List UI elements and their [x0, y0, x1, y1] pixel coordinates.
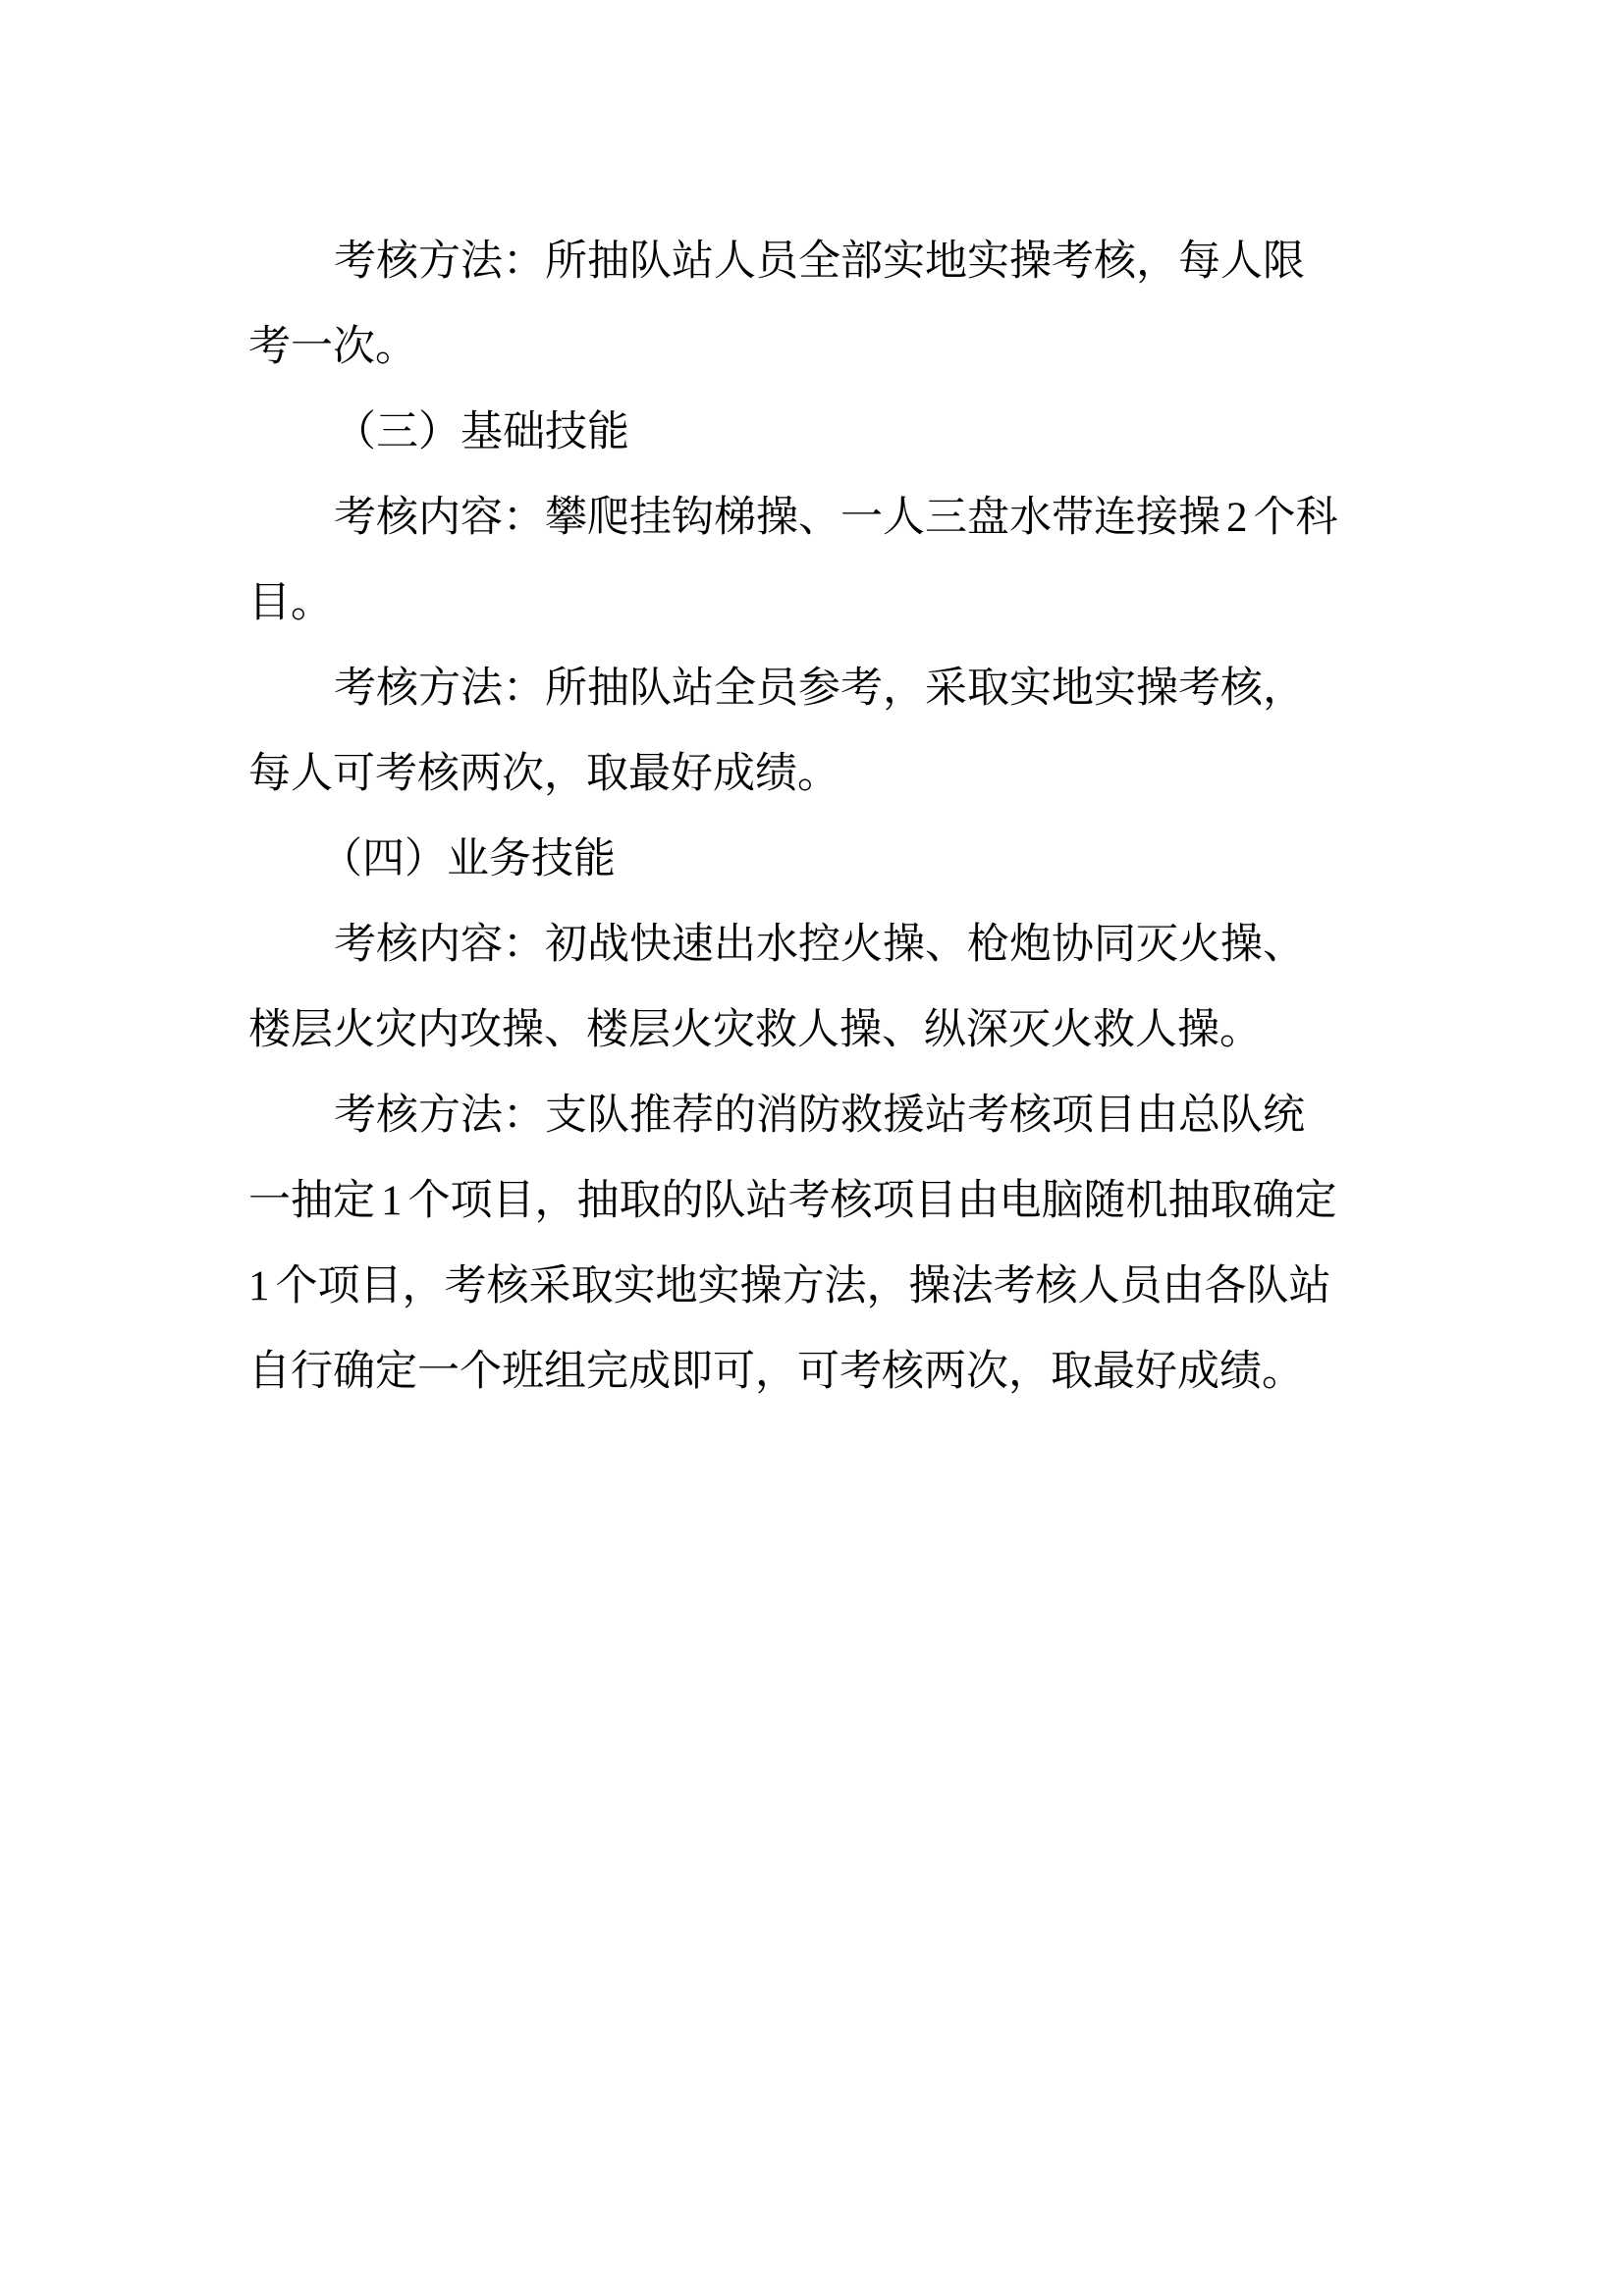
- text-line: 考核方法：所抽队站全员参考，采取实地实操考核，: [334, 664, 1305, 713]
- section-heading: （四）业务技能: [320, 834, 616, 883]
- number-fragment: 1: [248, 1263, 270, 1309]
- text-fragment: 个科: [1253, 493, 1338, 542]
- text-line: 每人可考核两次，取最好成绩。: [248, 749, 839, 798]
- text-line: 楼层火灾内攻操、楼层火灾救人操、纵深灭火救人操。: [248, 1005, 1262, 1054]
- number-fragment: 1: [381, 1178, 403, 1224]
- text-line: [248, 1171, 1337, 1230]
- section-heading: （三）基础技能: [334, 407, 629, 456]
- text-line: 考核方法：所抽队站人员全部实地实操考核，每人限: [334, 237, 1305, 286]
- text-line: 考一次。: [248, 322, 417, 371]
- text-fragment: 个项目，考核采取实地实操方法，操法考核人员由各队站: [275, 1261, 1331, 1310]
- text-fragment: 个项目，抽取的队站考核项目由电脑随机抽取确定: [407, 1176, 1337, 1225]
- text-line: [334, 488, 1338, 547]
- text-fragment: 考核内容：攀爬挂钩梯操、一人三盘水带连接操: [334, 493, 1220, 542]
- text-line: 考核内容：初战快速出水控火操、枪炮协同灭火操、: [334, 920, 1305, 969]
- text-line: 考核方法：支队推荐的消防救援站考核项目由总队统: [334, 1091, 1305, 1140]
- text-line: 自行确定一个班组完成即可，可考核两次，取最好成绩。: [248, 1347, 1304, 1396]
- text-line: 目。: [248, 578, 333, 627]
- text-fragment: 一抽定: [248, 1176, 375, 1225]
- text-line: [248, 1256, 1331, 1315]
- number-fragment: 2: [1226, 495, 1248, 541]
